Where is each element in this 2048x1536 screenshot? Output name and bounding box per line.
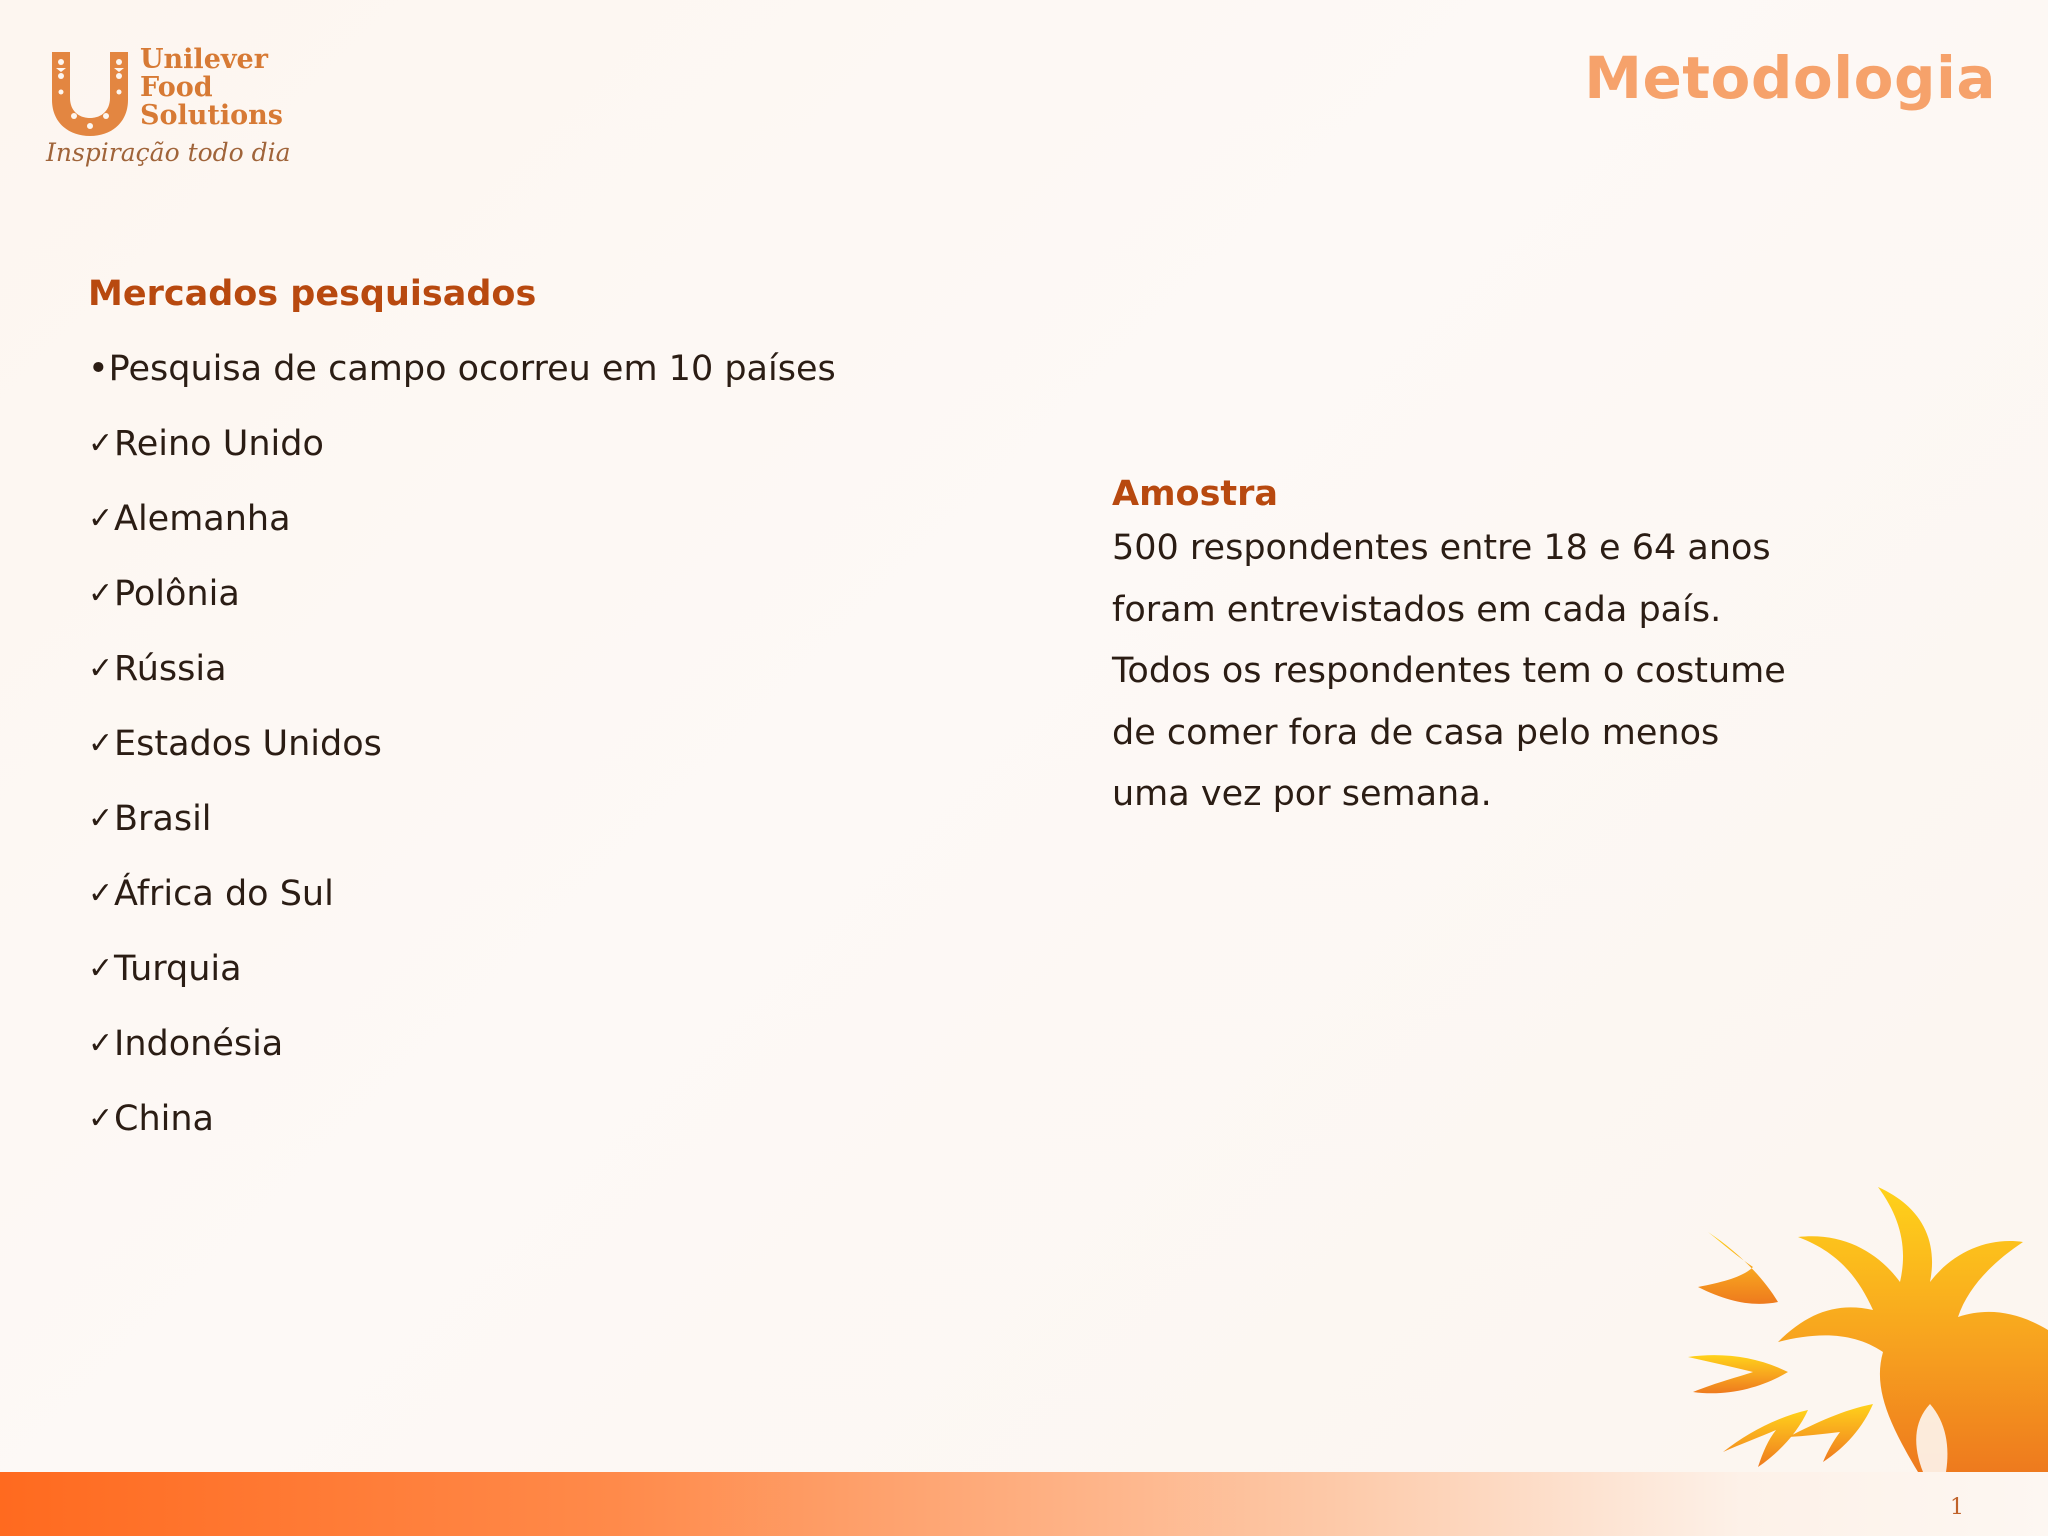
logo-tagline: Inspiração todo dia: [46, 138, 291, 167]
country-name: Turquia: [114, 949, 242, 989]
country-name: Rússia: [114, 649, 227, 689]
country-list: [88, 418, 988, 1145]
country-name: África do Sul: [114, 874, 334, 914]
country-name: Brasil: [114, 799, 212, 839]
sample-description: [1112, 518, 1872, 826]
sample-line: foram entrevistados em cada país.: [1112, 589, 1722, 630]
checkmark-icon: ✓: [88, 951, 114, 986]
checkmark-icon: ✓: [88, 726, 114, 761]
page-number: 1: [1950, 1495, 1964, 1520]
country-list-item: [88, 793, 988, 845]
country-list-item: [88, 643, 988, 695]
logo-line-unilever: Unilever: [140, 44, 268, 75]
sample-line: 500 respondentes entre 18 e 64 anos: [1112, 528, 1771, 568]
country-list-item: [88, 1093, 988, 1145]
country-list-item: [88, 718, 988, 770]
checkmark-icon: ✓: [88, 876, 114, 911]
country-name: Polônia: [114, 574, 240, 614]
sample-section: [1112, 468, 1872, 826]
markets-heading: Mercados pesquisados: [88, 274, 537, 314]
markets-intro-bullet: •Pesquisa de campo ocorreu em 10 países: [88, 349, 836, 389]
country-list-item: [88, 493, 988, 545]
country-name: Reino Unido: [114, 424, 324, 464]
country-list-item: [88, 943, 988, 995]
footer-gradient-bar: [0, 1472, 2048, 1536]
sample-line: de comer fora de casa pelo menos: [1112, 712, 1720, 753]
checkmark-icon: ✓: [88, 651, 114, 686]
country-name: Indonésia: [114, 1024, 284, 1064]
country-list-item: [88, 568, 988, 620]
country-list-item: [88, 868, 988, 920]
country-name: China: [114, 1099, 214, 1139]
decorative-sun-burst-icon: [1668, 1182, 2048, 1472]
markets-section: [88, 268, 988, 1145]
logo-line-food: Food: [140, 72, 213, 103]
checkmark-icon: ✓: [88, 501, 114, 536]
checkmark-icon: ✓: [88, 426, 114, 461]
country-list-item: [88, 418, 988, 470]
page-title: Metodologia: [1584, 44, 1996, 112]
checkmark-icon: ✓: [88, 1026, 114, 1061]
checkmark-icon: ✓: [88, 801, 114, 836]
checkmark-icon: ✓: [88, 1101, 114, 1136]
unilever-u-logo-icon: [44, 46, 136, 138]
unilever-food-solutions-logo: [44, 46, 304, 176]
sample-line: Todos os respondentes tem o costume: [1112, 651, 1786, 691]
logo-wordmark: [140, 46, 283, 130]
checkmark-icon: ✓: [88, 576, 114, 611]
country-list-item: [88, 1018, 988, 1070]
country-name: Alemanha: [114, 499, 291, 539]
sample-line: uma vez por semana.: [1112, 774, 1492, 814]
sample-heading: Amostra: [1112, 474, 1279, 514]
logo-line-solutions: Solutions: [140, 100, 283, 131]
country-name: Estados Unidos: [114, 724, 382, 764]
